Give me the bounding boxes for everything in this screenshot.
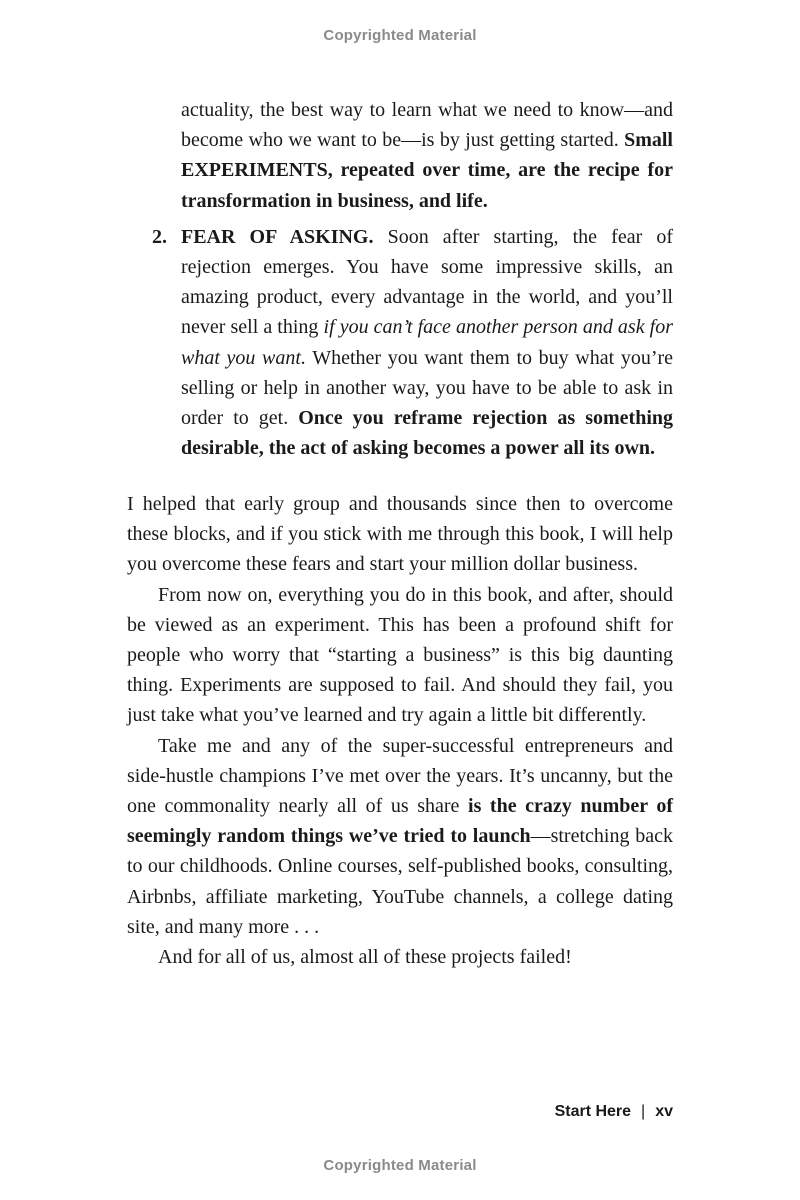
- paragraph-2: From now on, everything you do in this book, and after, should be viewed as an experiment. This has been a profound shift for people who worry that “starting a business” is this big daunting thing. Experiments are supposed to fail. And should they fail, you just take what you’ve learned and try again a little bit differently.: [127, 583, 673, 727]
- numbered-list: [152, 95, 674, 463]
- paragraph-1: I helped that early group and thousands since then to overcome these blocks, and if you stick with me through this book, I will help you overcome these fears and start your million dollar business.: [127, 493, 673, 576]
- list-item-1-continuation: [181, 95, 673, 216]
- paragraph-3-text-1: Take me and any of the super-successful entrepreneurs and side-hustle champions I’ve met over the years. It’s uncanny, but the one commonality nearly all of us share: [127, 734, 673, 818]
- paragraph-3: [127, 731, 673, 942]
- main-body: [127, 489, 673, 972]
- list-item-2-bold: Once you reframe rejection as something desirable, the act of asking becomes a power all its own.: [181, 407, 673, 460]
- running-footer: [555, 1103, 673, 1121]
- footer-section-title: Start Here: [554, 1103, 632, 1120]
- copyright-watermark-top: Copyrighted Material: [323, 27, 477, 44]
- list-item-2-heading: FEAR OF ASKING.: [181, 225, 374, 248]
- footer-separator: |: [641, 1103, 646, 1120]
- paragraph-3-bold: is the crazy number of seemingly random things we’ve tried to launch: [127, 795, 674, 848]
- list-item-1-bold: Small EXPERIMENTS, repeated over time, are the recipe for transformation in business, and life.: [181, 129, 673, 212]
- paragraph-4: And for all of us, almost all of these projects failed!: [158, 946, 572, 969]
- list-item-2: [152, 222, 674, 464]
- list-item-2-text-2: Whether you want them to buy what you’re selling or help in another way, you have to be able to ask in order to get.: [181, 346, 674, 430]
- list-item-2-italic: if you can’t face another person and ask for what you want.: [181, 316, 673, 369]
- list-item-1-text: actuality, the best way to learn what we need to know—and become who we want to be—is by just getting started.: [181, 99, 673, 152]
- copyright-watermark-bottom: Copyrighted Material: [323, 1157, 477, 1174]
- list-item-2-text-1: Soon after starting, the fear of rejection emerges. You have some impressive skills, an amazing product, every advantage in the world, and you’ll never sell a thing: [181, 225, 673, 339]
- list-item-2-number: 2.: [152, 225, 167, 248]
- paragraph-3-text-2: —stretching back to our childhoods. Online courses, self-published books, consulting, Airbnbs, affiliate marketing, YouTube channels, a college dating site, and many more . . .: [127, 825, 673, 938]
- page-number: xv: [655, 1103, 673, 1120]
